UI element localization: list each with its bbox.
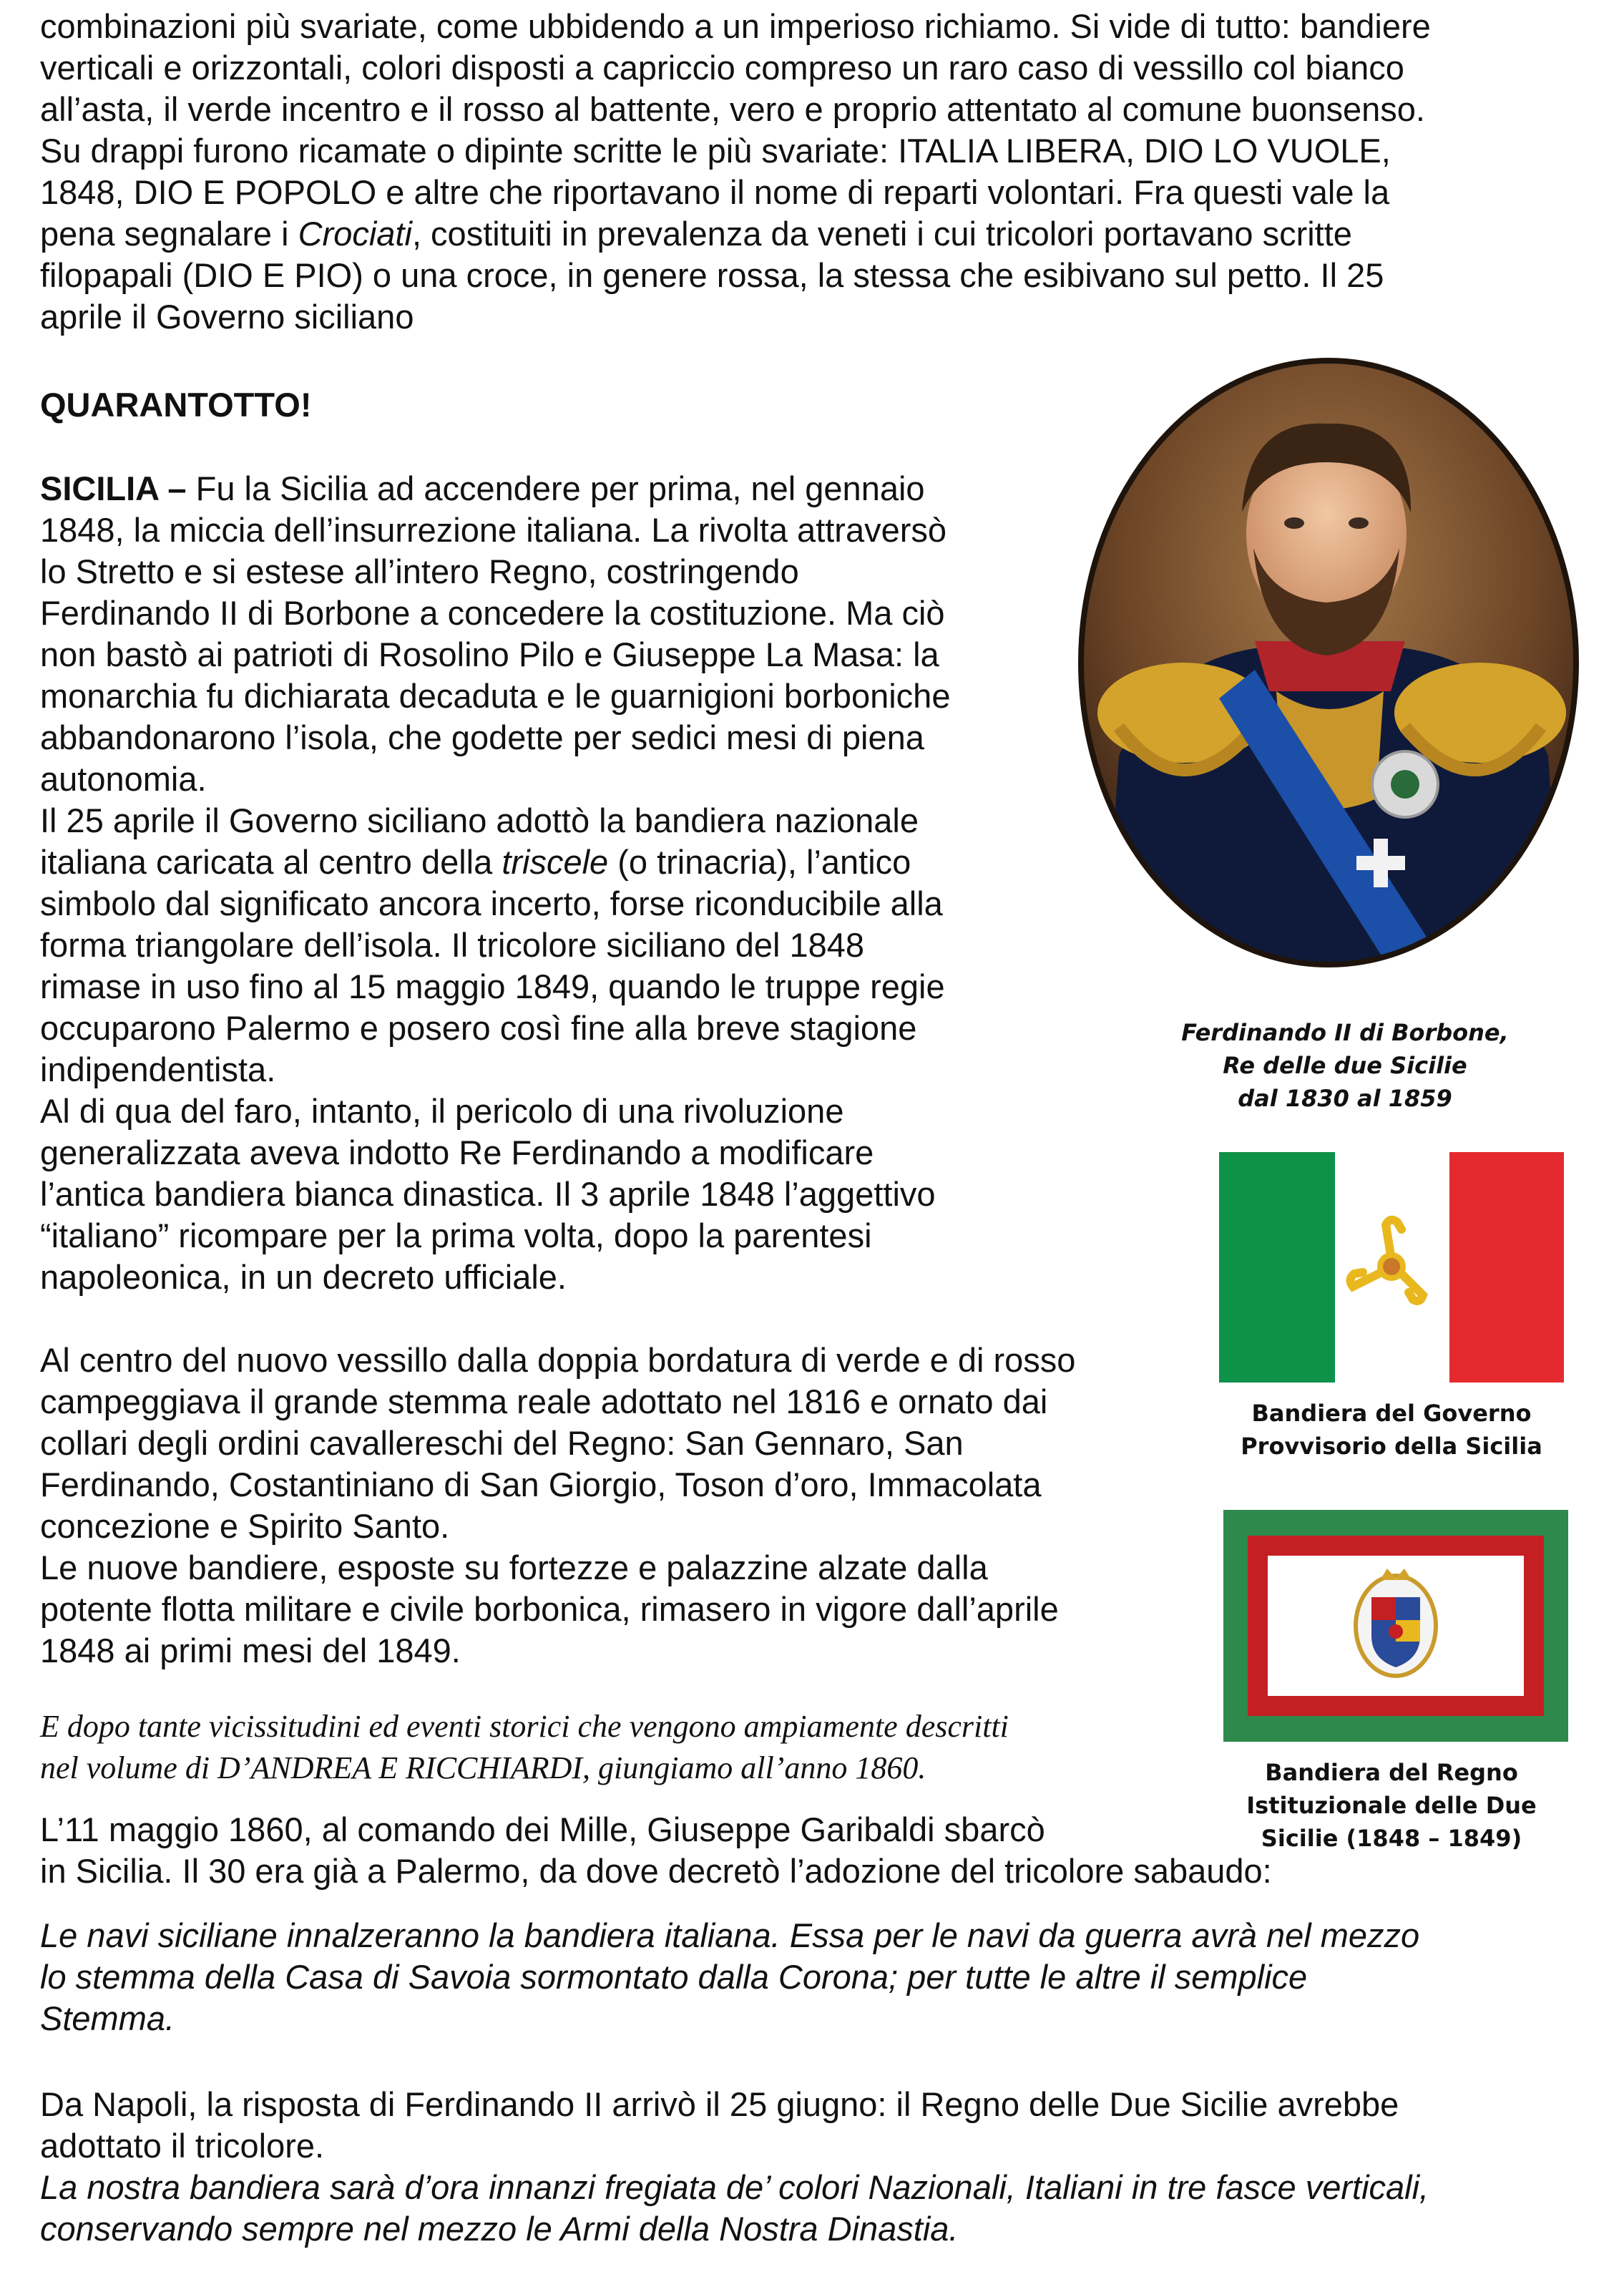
paragraph-bandiere [40,1547,1169,1672]
text-line: L’11 maggio 1860, al comando dei Mille, Giuseppe Garibaldi sbarcò [40,1810,1045,1848]
text-line: 1848, la miccia dell’insurrezione italiana. La rivolta attraversò [40,511,947,549]
text-line: in Sicilia. Il 30 era già a Palermo, da dove decretò l’adozione del tricolore sabaudo: [40,1852,1272,1890]
portrait-ferdinando-ii [1076,355,1581,970]
caption-line: Bandiera del Governo [1251,1400,1532,1427]
text-line: conservando sempre nel mezzo le Armi della Nostra Dinastia. [40,2210,959,2248]
text-line: Stemma. [40,1999,175,2037]
paragraph-faro [40,1091,1049,1298]
text-line: l’antica bandiera bianca dinastica. Il 3 aprile 1848 l’aggettivo [40,1175,936,1213]
text-line: filopapali (DIO E PIO) o una croce, in genere rossa, la stessa che esibivano sul petto. Il 25 [40,256,1384,294]
paragraph-note [40,1706,1169,1789]
caption-line: Re delle due Sicilie [1223,1052,1467,1079]
text-fragment: pena segnalare i [40,215,298,253]
caption-flag-sicilia [1173,1397,1610,1463]
caption-line: dal 1830 al 1859 [1238,1085,1452,1112]
text-line: occuparono Palermo e posero così fine alla breve stagione [40,1009,917,1047]
flag-due-sicilie-1848 [1223,1510,1568,1742]
text-line: Da Napoli, la risposta di Ferdinando II arrivò il 25 giugno: il Regno delle Due Sicilie avrebbe [40,2085,1399,2123]
text-line: Al di qua del faro, intanto, il pericolo di una rivoluzione [40,1092,844,1130]
text-line: lo stemma della Casa di Savoia sormontato dalla Corona; per tutte le altre il semplice [40,1958,1308,1996]
text-line: non bastò ai patrioti di Rosolino Pilo e Giuseppe La Masa: la [40,635,939,673]
text-line: E dopo tante vicissitudini ed eventi storici che vengono ampiamente descritti [40,1709,1009,1744]
text-line: nel volume di D’ANDREA E RICCHIARDI, giungiamo all’anno 1860. [40,1750,926,1785]
text-line: napoleonica, in un decreto ufficiale. [40,1258,567,1296]
text-line: aprile il Governo siciliano [40,298,414,336]
text-line: monarchia fu dichiarata decaduta e le guarnigioni borboniche [40,677,951,715]
text-line: autonomia. [40,760,207,798]
text-line: simbolo dal significato ancora incerto, forse riconducibile alla [40,884,943,922]
quote-ferdinando [40,2167,1567,2250]
text-line: La nostra bandiera sarà d’ora innanzi fregiata de’ colori Nazionali, Italiani in tre fasce verticali, [40,2168,1429,2206]
italic-term: Crociati [298,215,412,253]
text-line: Le navi siciliane innalzeranno la bandiera italiana. Essa per le navi da guerra avrà nel mezzo [40,1916,1420,1954]
text-fragment: (o trinacria), l’antico [608,843,911,881]
caption-portrait [1087,1016,1603,1115]
text-line: 1848, DIO E POPOLO e altre che riportavano il nome di reparti volontari. Fra questi vale la [40,173,1390,211]
text-line: collari degli ordini cavallereschi del Regno: San Gennaro, San [40,1424,964,1462]
text-line: Le nuove bandiere, esposte su fortezze e palazzine alzate dalla [40,1549,988,1586]
text-line: Ferdinando II di Borbone a concedere la costituzione. Ma ciò [40,594,945,632]
text-line: all’asta, il verde incentro e il rosso al battente, vero e proprio attentato al comune buonsenso. [40,90,1425,128]
caption-line: Istituzionale delle Due [1246,1792,1537,1819]
text-line: “italiano” ricompare per la prima volta, dopo la parentesi [40,1216,872,1254]
text-fragment: , costituiti in prevalenza da veneti i cui tricolori portavano scritte [411,215,1352,253]
text-line: forma triangolare dell’isola. Il tricolore siciliano del 1848 [40,926,865,964]
text-line: Il 25 aprile il Governo siciliano adottò la bandiera nazionale [40,801,919,839]
quote-garibaldi [40,1915,1567,2039]
text-line: verticali e orizzontali, colori disposti a capriccio compreso un raro caso di vessillo col bianco [40,49,1404,87]
caption-line: Bandiera del Regno [1265,1759,1518,1786]
text-line [40,213,1567,255]
caption-line: Sicilie (1848 – 1849) [1261,1825,1522,1852]
text-fragment: Fu la Sicilia ad accendere per prima, nel gennaio [186,469,925,507]
text-line: combinazioni più svariate, come ubbidendo a un imperioso richiamo. Si vide di tutto: bandiere [40,7,1431,45]
paragraph-aprile [40,800,1049,1091]
text-line: potente flotta militare e civile borbonica, rimasero in vigore dall’aprile [40,1590,1059,1628]
italic-term: triscele [502,843,609,881]
caption-line: Ferdinando II di Borbone, [1181,1019,1509,1046]
caption-line: Provvisorio della Sicilia [1241,1433,1542,1460]
text-line: campeggiava il grande stemma reale adottato nel 1816 e ornato dai [40,1383,1048,1420]
text-line: indipendentista. [40,1050,276,1088]
text-line: Ferdinando, Costantiniano di San Giorgio, Toson d’oro, Immacolata [40,1466,1042,1503]
text-line: rimase in uso fino al 15 maggio 1849, quando le truppe regie [40,967,945,1005]
text-line: Al centro del nuovo vessillo dalla doppia bordatura di verde e di rosso [40,1341,1076,1379]
section-heading: QUARANTOTTO! [40,386,312,424]
text-line [40,842,1049,883]
text-line: lo Stretto e si estese all’intero Regno, costringendo [40,552,799,590]
text-line: concezione e Spirito Santo. [40,1507,450,1545]
paragraph-sicilia [40,468,1049,800]
caption-flag-due-sicilie [1173,1756,1610,1855]
flag-sicilia-1848 [1219,1152,1564,1383]
text-line: generalizzata aveva indotto Re Ferdinando a modificare [40,1133,874,1171]
text-fragment: italiana caricata al centro della [40,843,502,881]
paragraph-napoli [40,2084,1567,2167]
text-line: Su drappi furono ricamate o dipinte scritte le più svariate: ITALIA LIBERA, DIO LO VUOLE, [40,132,1391,170]
text-line: abbandonarono l’isola, che godette per sedici mesi di piena [40,718,924,756]
bold-label: SICILIA – [40,469,187,507]
paragraph-vessillo [40,1340,1169,1547]
paragraph-top [40,6,1567,338]
text-line: 1848 ai primi mesi del 1849. [40,1632,461,1669]
text-line: adottato il tricolore. [40,2127,325,2165]
text-line [40,468,1049,509]
